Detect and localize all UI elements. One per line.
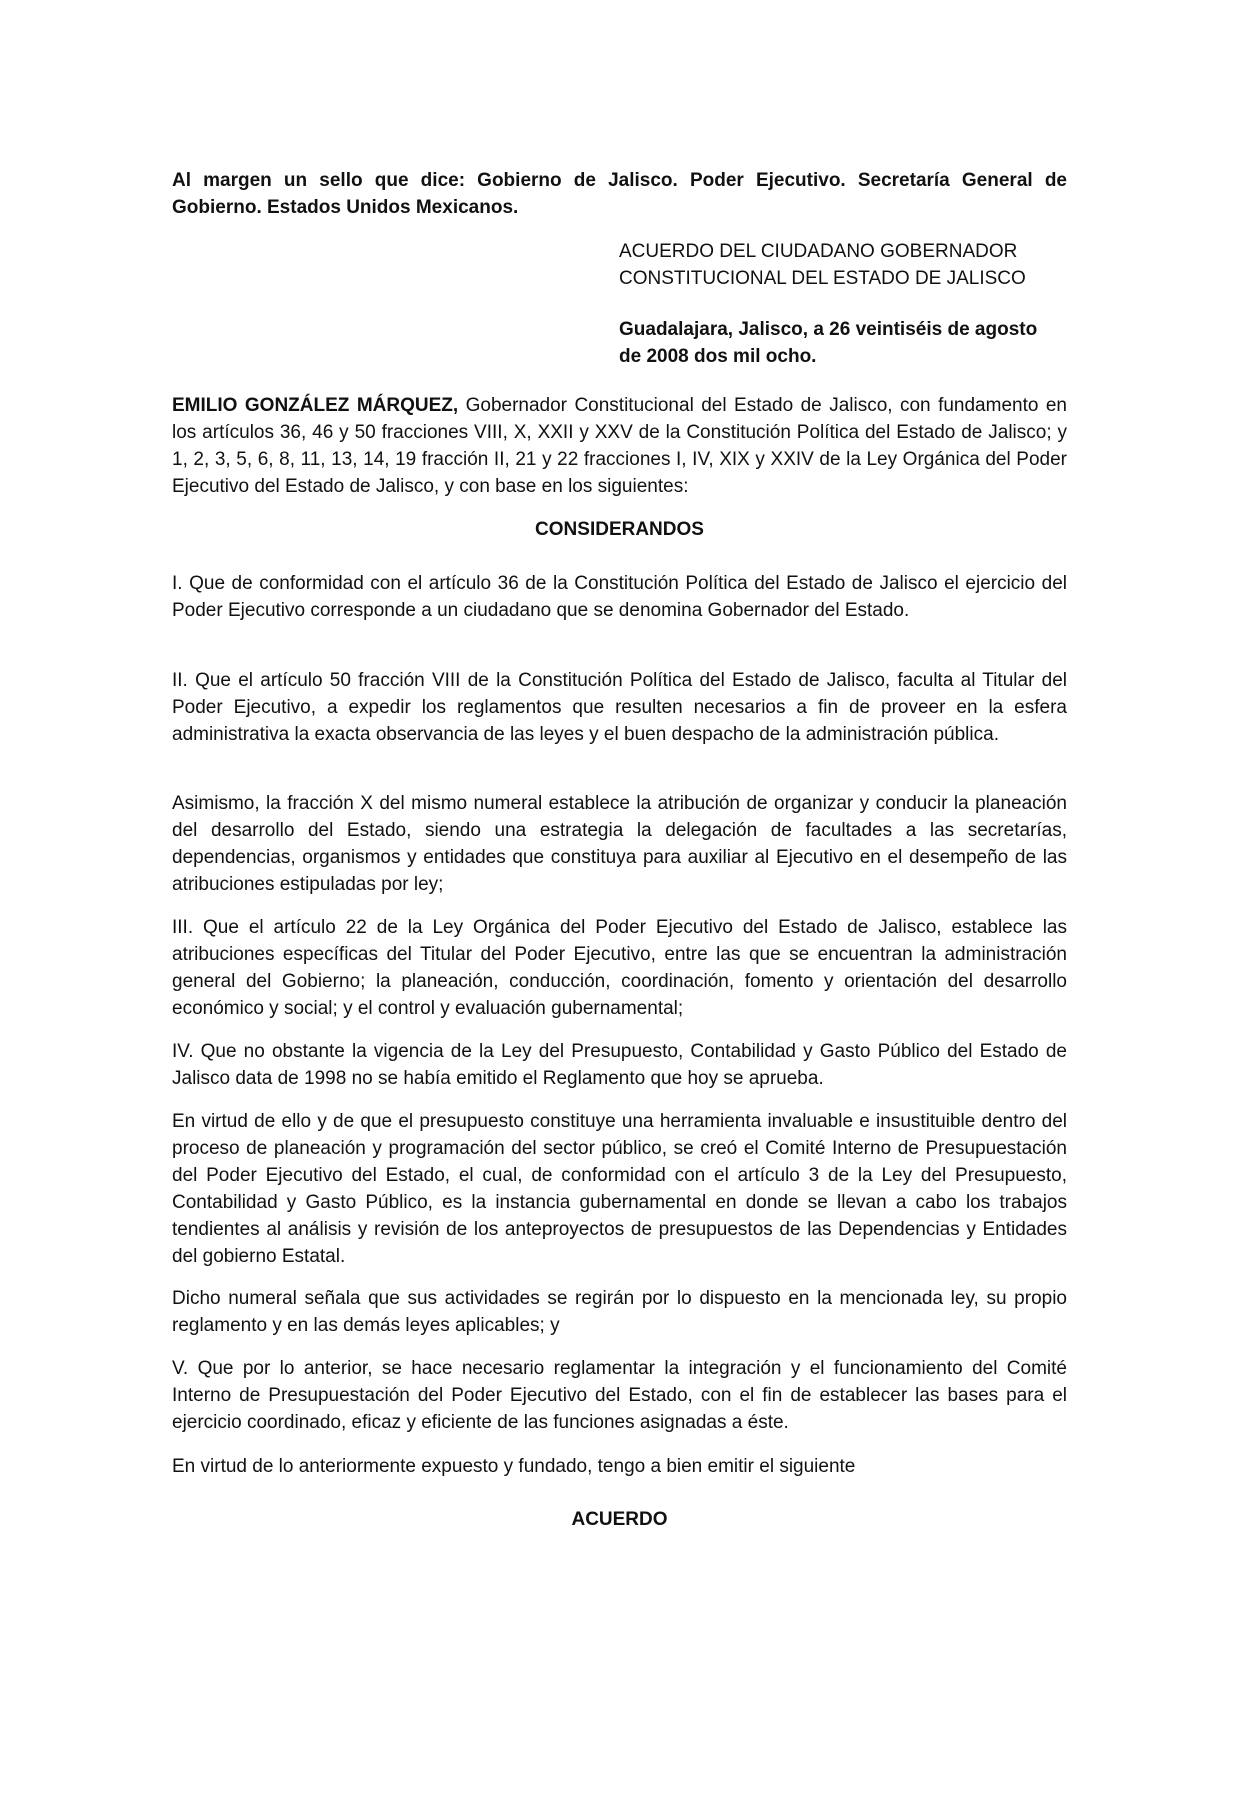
date-line (619, 316, 1067, 370)
intro-text: Gobernador Constitucional del Estado de Jalisco, con fundamento en los artículos 36, 46 y 50 fracciones VIII, X, XXII y XXV de la Constitución Política del Estado de Jalisco; y 1, 2, 3, 5, 6, 8, 11, 13, 14, 19 fracción II, 21 y 22 fracciones I, IV, XIX y XXIV de la Ley Orgánica del Poder Ejecutivo del Estado de Jalisco, y con base en los siguientes: (172, 395, 1067, 497)
paragraph-2: II. Que el artículo 50 fracción VIII de la Constitución Política del Estado de Jalisco, faculta al Titular del Poder Ejecutivo, a expedir los reglamentos que resulten necesarios a fin de proveer en la esfera administrativa la exacta observancia de las leyes y el buen despacho de la administración pública. (172, 670, 1067, 745)
considerandos-heading: CONSIDERANDOS (535, 519, 704, 540)
acuerdo-title-line-2: CONSTITUCIONAL DEL ESTADO DE JALISCO (619, 268, 1026, 289)
date-line-1: Guadalajara, Jalisco, a 26 veintiséis de agosto (619, 319, 1038, 340)
paragraph-9: En virtud de lo anteriormente expuesto y fundado, tengo a bien emitir el siguiente (172, 1456, 856, 1477)
paragraph-1: I. Que de conformidad con el artículo 36 de la Constitución Política del Estado de Jalisco el ejercicio del Poder Ejecutivo corresponde a un ciudadano que se denomina Gobernador del Estado. (172, 573, 1067, 621)
margin-note: Al margen un sello que dice: Gobierno de Jalisco. Poder Ejecutivo. Secretaría General de Gobierno. Estados Unidos Mexicanos. (172, 170, 1067, 218)
paragraph-4: III. Que el artículo 22 de la Ley Orgánica del Poder Ejecutivo del Estado de Jalisco, establece las atribuciones específicas del Titular del Poder Ejecutivo, entre las que se encuentran la administración general del Gobierno; la planeación, conducción, coordinación, fomento y orientación del desarrollo económico y social; y el control y evaluación gubernamental; (172, 917, 1067, 1019)
paragraph-3: Asimismo, la fracción X del mismo numeral establece la atribución de organizar y conducir la planeación del desarrollo del Estado, siendo una estrategia la delegación de facultades a las secretarías, dependencias, organismos y entidades que constituya para auxiliar al Ejecutivo en el desempeño de las atribuciones estipuladas por ley; (172, 793, 1067, 895)
acuerdo-title (619, 238, 1067, 292)
governor-name: EMILIO GONZÁLEZ MÁRQUEZ, (172, 395, 459, 416)
paragraph-5: IV. Que no obstante la vigencia de la Ley del Presupuesto, Contabilidad y Gasto Público del Estado de Jalisco data de 1998 no se había emitido el Reglamento que hoy se aprueba. (172, 1041, 1067, 1089)
acuerdo-title-line-1: ACUERDO DEL CIUDADANO GOBERNADOR (619, 241, 1018, 262)
date-line-2: de 2008 dos mil ocho. (619, 346, 817, 367)
paragraph-6: En virtud de ello y de que el presupuesto constituye una herramienta invaluable e insustituible dentro del proceso de planeación y programación del sector público, se creó el Comité Interno de Presupuestación del Poder Ejecutivo del Estado, el cual, de conformidad con el artículo 3 de la Ley del Presupuesto, Contabilidad y Gasto Público, es la instancia gubernamental en donde se llevan a cabo los trabajos tendientes al análisis y revisión de los anteproyectos de presupuestos de las Dependencias y Entidades del gobierno Estatal. (172, 1111, 1067, 1267)
paragraph-8: V. Que por lo anterior, se hace necesario reglamentar la integración y el funcionamiento del Comité Interno de Presupuestación del Poder Ejecutivo del Estado, con el fin de establecer las bases para el ejercicio coordinado, eficaz y eficiente de las funciones asignadas a éste. (172, 1358, 1067, 1433)
acuerdo-heading: ACUERDO (571, 1509, 668, 1530)
intro-paragraph (172, 392, 1067, 500)
paragraph-7: Dicho numeral señala que sus actividades se regirán por lo dispuesto en la mencionada ley, su propio reglamento y en las demás leyes aplicables; y (172, 1288, 1067, 1336)
